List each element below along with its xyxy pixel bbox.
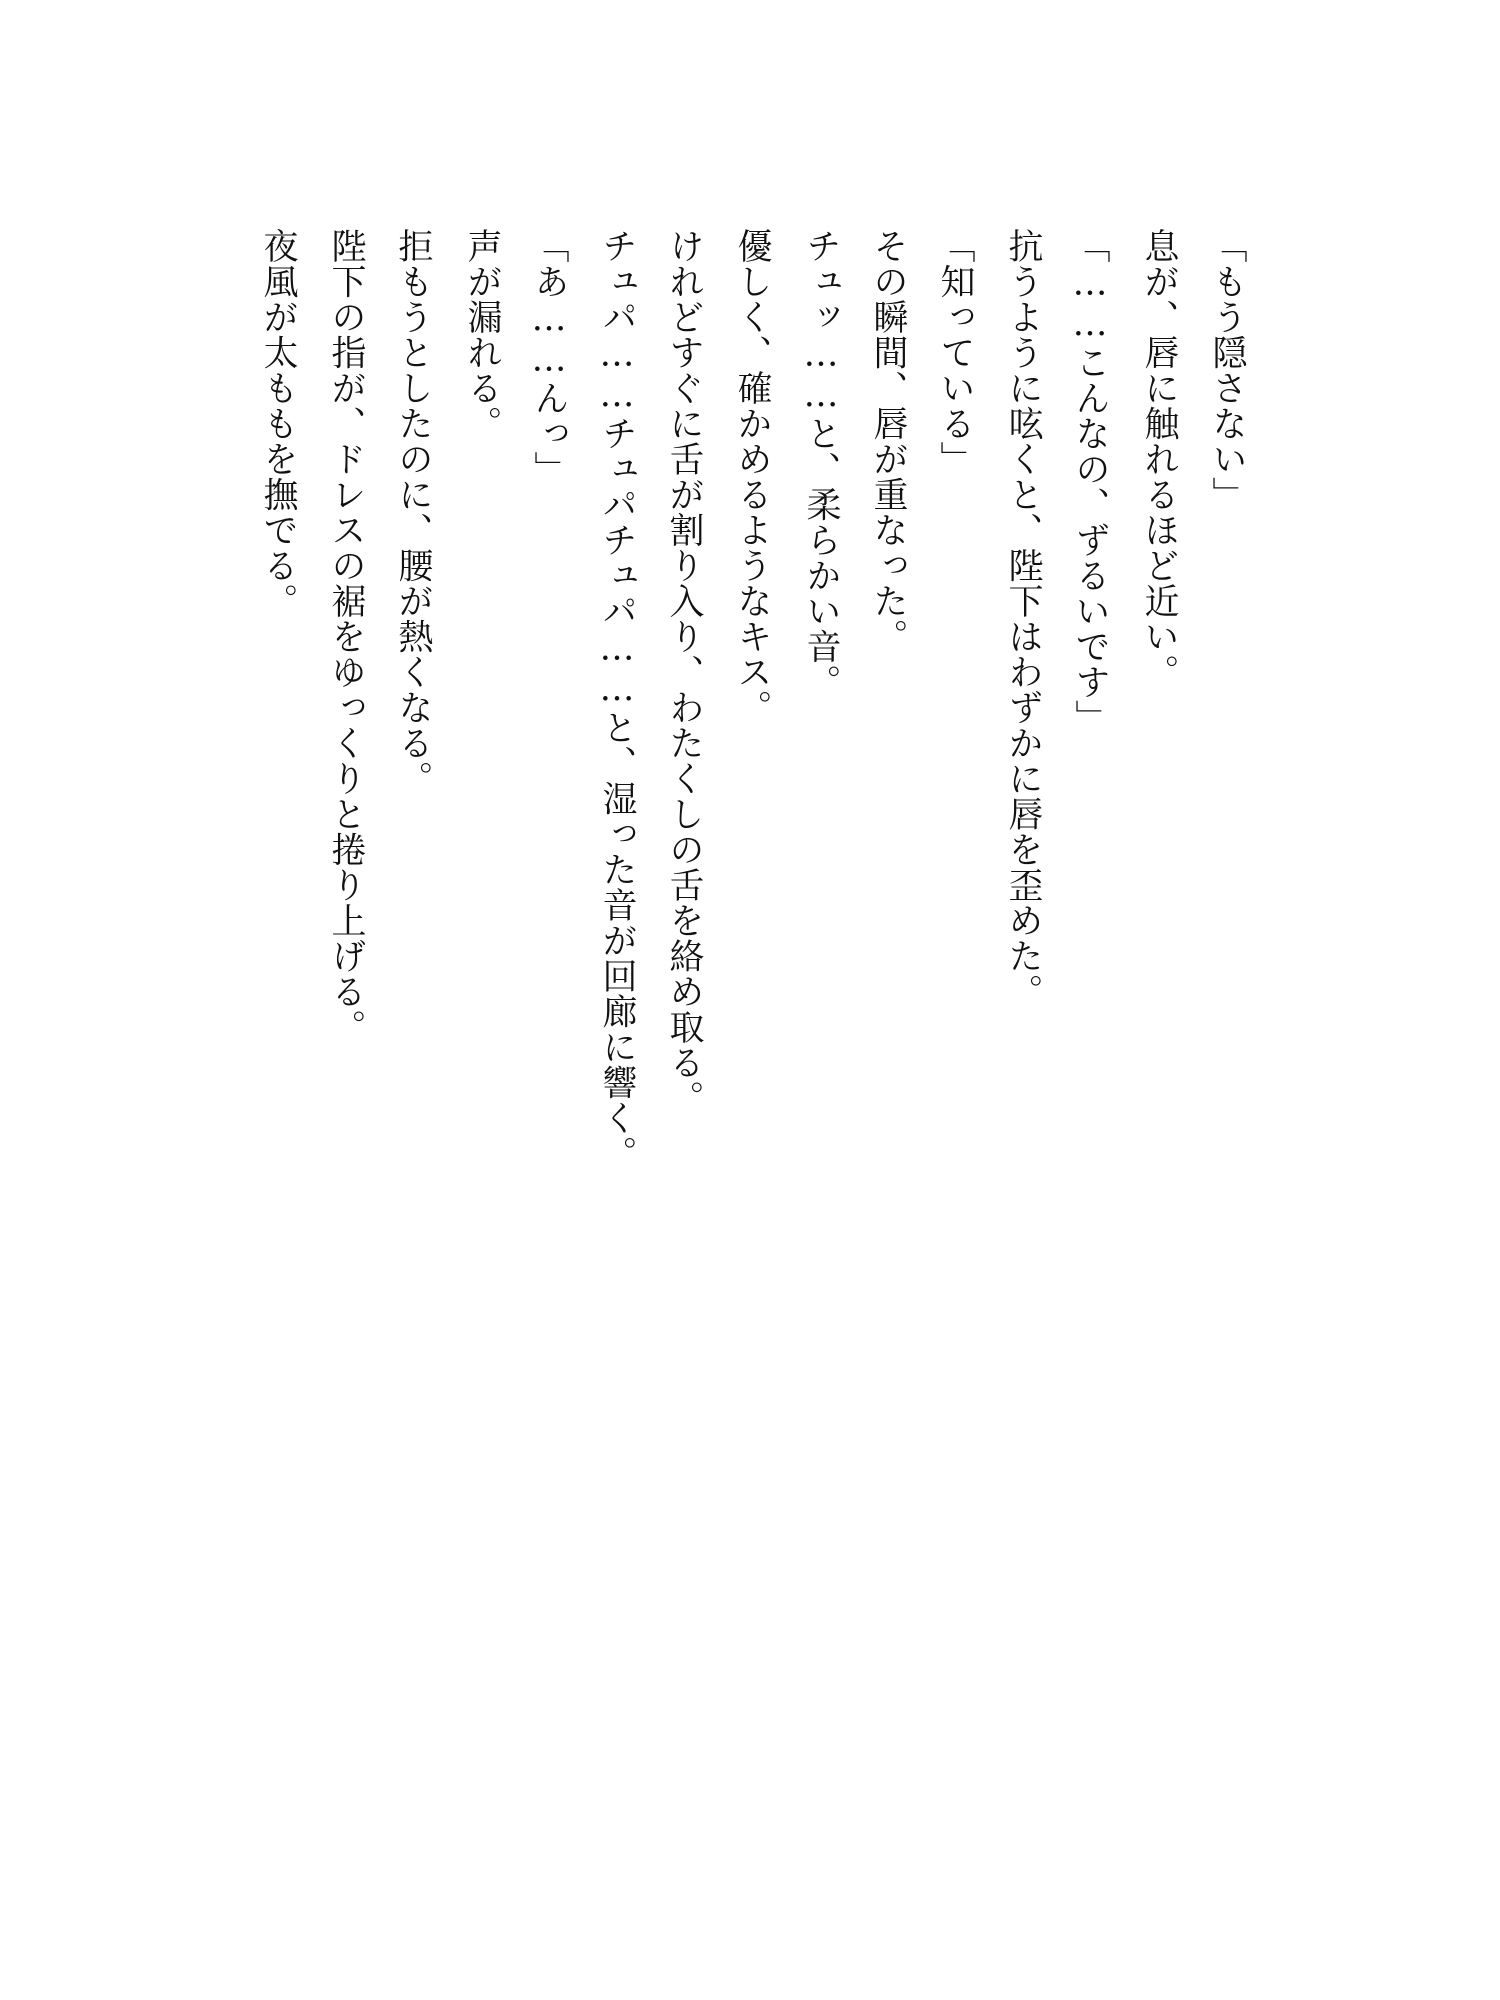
text-line: 陛下の指が、ドレスの裾をゆっくりと捲り上げる。 <box>326 228 366 1045</box>
text-line: 「知っている」 <box>935 228 975 477</box>
text-line: チュッ……と、柔らかい音。 <box>801 228 841 700</box>
text-line: その瞬間、唇が重なった。 <box>868 228 908 654</box>
text-line: チュパ……チュパチュパ……と、湿った音が回廊に響く。 <box>597 228 637 1171</box>
text-line: 声が漏れる。 <box>462 228 502 441</box>
text-line: 「……こんなの、ずるいです」 <box>1070 228 1110 735</box>
text-line: 「もう隠さない」 <box>1207 228 1247 512</box>
text-line: 優しく、確かめるようなキス。 <box>732 228 772 725</box>
text-line: けれどすぐに舌が割り入り、わたくしの舌を絡め取る。 <box>664 228 704 1116</box>
vertical-text-block <box>0 228 1500 1228</box>
text-line: 息が、唇に触れるほど近い。 <box>1139 228 1179 690</box>
text-line: 夜風が太ももを撫でる。 <box>258 228 298 619</box>
text-line: 抗うように呟くと、陛下はわずかに唇を歪めた。 <box>1003 228 1043 1009</box>
text-line: 拒もうとしたのに、腰が熱くなる。 <box>393 228 433 796</box>
text-line: 「あ……んっ」 <box>529 228 569 487</box>
